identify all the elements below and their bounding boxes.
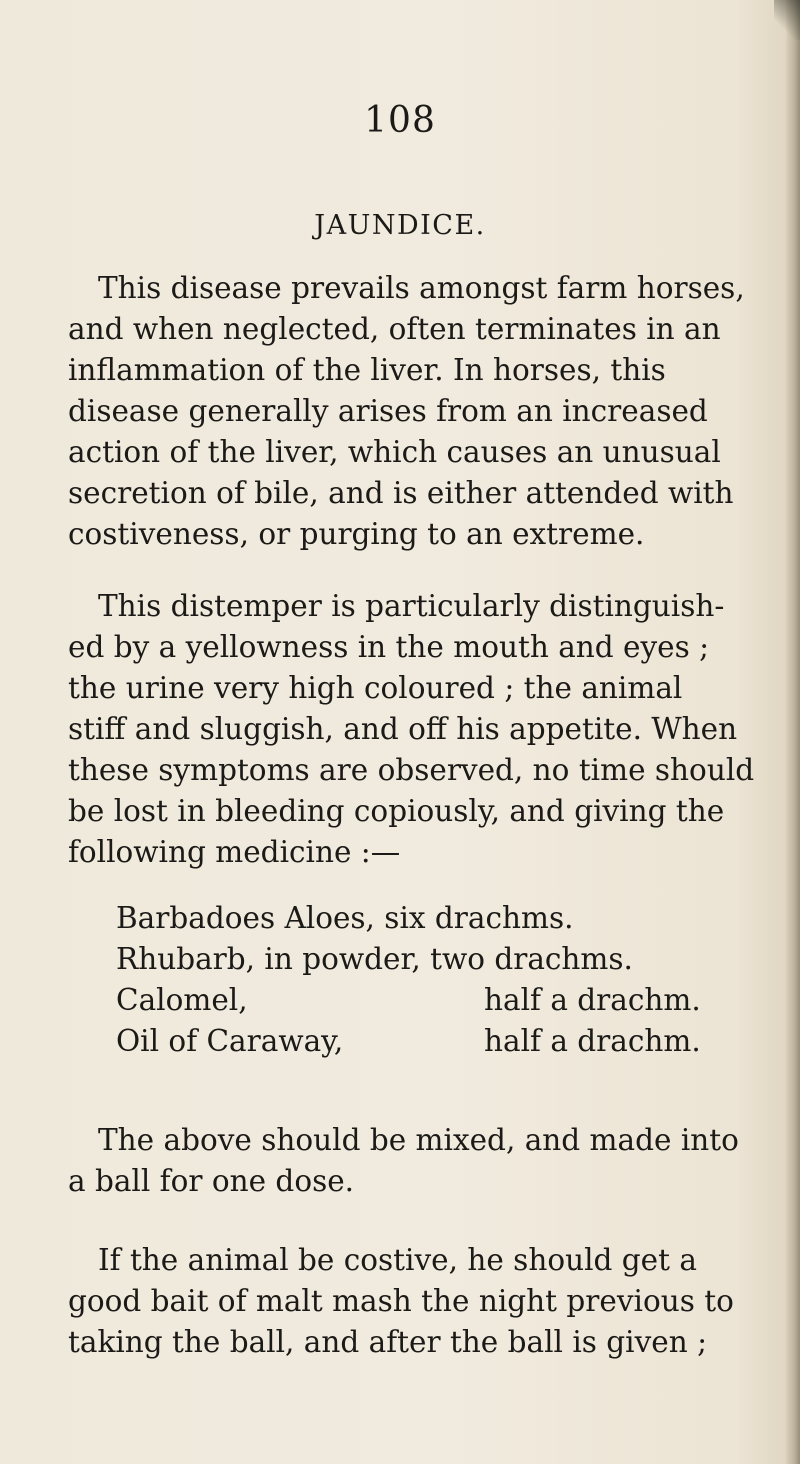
text-line: costiveness, or purging to an extreme. — [68, 517, 645, 551]
page-number: 108 — [364, 100, 436, 141]
recipe-line — [116, 980, 701, 1021]
recipe-line: Rhubarb, in powder, two drachms. — [116, 942, 633, 976]
text-line: ed by a yellowness in the mouth and eyes ; — [68, 630, 710, 664]
text-line: action of the liver, which causes an unusual — [68, 435, 721, 469]
text-line: taking the ball, and after the ball is given ; — [68, 1325, 708, 1359]
paragraph-disease-description — [68, 268, 774, 555]
recipe-line: Barbadoes Aloes, six drachms. — [116, 901, 574, 935]
text-line: the urine very high coloured ; the animal — [68, 671, 683, 705]
medicine-recipe — [116, 898, 701, 1062]
corner-shadow — [774, 0, 800, 40]
recipe-amount: half a drachm. — [484, 1024, 701, 1058]
chapter-title: JAUNDICE. — [314, 210, 486, 241]
text-line: be lost in bleeding copiously, and giving the — [68, 794, 725, 828]
text-line: a ball for one dose. — [68, 1164, 355, 1198]
text-line: secretion of bile, and is either attended with — [68, 476, 734, 510]
recipe-ingredient: Oil of Caraway, — [116, 1024, 344, 1058]
text-line: inflammation of the liver. In horses, this — [68, 353, 666, 387]
text-line: disease generally arises from an increased — [68, 394, 708, 428]
text-line: This disease prevails amongst farm horses, — [98, 271, 745, 305]
paragraph-symptoms — [68, 586, 774, 873]
recipe-ingredient: Calomel, — [116, 983, 248, 1017]
text-line: stiff and sluggish, and off his appetite. When — [68, 712, 738, 746]
paragraph-dose — [68, 1120, 774, 1202]
text-line: following medicine :— — [68, 835, 401, 869]
text-line: good bait of malt mash the night previous to — [68, 1284, 734, 1318]
text-line: The above should be mixed, and made into — [98, 1123, 739, 1157]
text-line: This distemper is particularly distinguish- — [98, 589, 725, 623]
text-line: and when neglected, often terminates in an — [68, 312, 721, 346]
recipe-amount: half a drachm. — [484, 983, 701, 1017]
text-line: these symptoms are observed, no time should — [68, 753, 755, 787]
paragraph-costive — [68, 1240, 774, 1363]
text-line: If the animal be costive, he should get a — [98, 1243, 697, 1277]
recipe-line — [116, 1021, 701, 1062]
